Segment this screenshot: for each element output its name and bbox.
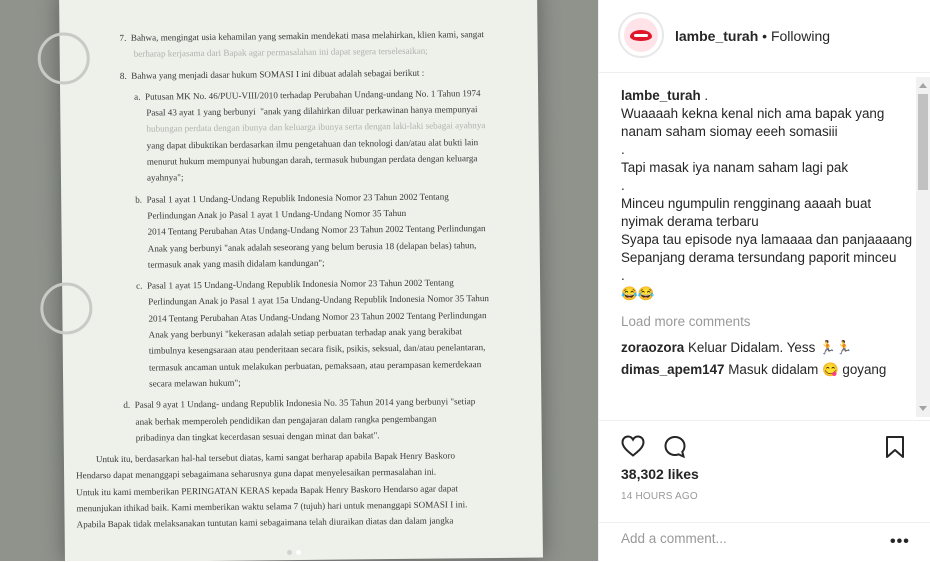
- doc-item-c: c. Pasal 1 ayat 15 Undang-Undang Republik Indonesia Nomor 23 Tahun 2002 Tentang Perlindungan Anak jo Pasal 1 ayat 15a Undang-Undang Republik Indonesia Nomor 35 Tahun 2014 Tentang Perubahan Atas Undang-Undang Nomor 23 Tahun 2002 Tentang Perlindungan Anak yang berbunyi "kekerasan adalah setiap perbuatan terhadap anak yang berakibat timbulnya kesengsaraan atau penderitaan secara fisik, psikis, seksual, dan/atau penelantaran, termasuk ancaman untuk melakukan perbuatan, pemaksaan, atau perampasan kemerdekaan secara melawan hukum";: [136, 277, 489, 389]
- scrollbar-thumb[interactable]: [918, 94, 928, 190]
- caption-line: .: [621, 268, 625, 283]
- bookmark-icon[interactable]: [885, 435, 905, 459]
- comment-text: Masuk didalam 😋 goyang: [728, 362, 887, 377]
- carousel-indicator: [285, 542, 303, 560]
- caption-line: .: [621, 178, 625, 193]
- caption-line: .: [700, 88, 709, 103]
- follow-status-button[interactable]: Following: [770, 28, 831, 44]
- avatar-image: [624, 18, 658, 52]
- comment-item: [621, 361, 913, 379]
- carousel-dot-active[interactable]: [296, 550, 301, 555]
- binder-ring: [37, 32, 90, 85]
- post-sidebar: [598, 0, 930, 561]
- comment-icon[interactable]: [663, 435, 687, 459]
- comment-item: [621, 339, 913, 357]
- heart-icon[interactable]: [621, 435, 645, 457]
- lips-logo-icon: [630, 30, 652, 41]
- post-header: [599, 0, 930, 73]
- caption-line: .: [621, 142, 625, 157]
- post-timestamp[interactable]: 14 HOURS AGO: [621, 491, 698, 502]
- header-username-row: [675, 28, 830, 44]
- doc-item-b: b. Pasal 1 ayat 1 Undang-Undang Republik Indonesia Nomor 23 Tahun 2002 Tentang Perlindungan Anak jo Pasal 1 ayat 1 Undang-Undang Nomor 35 Tahun 2014 Tentang Perubahan Atas Undang-Undang Nomor 23 Tahun 2002 Tentang Perlindungan Anak yang berbunyi "anak adalah seseorang yang belum berusia 18 (delapan belas) tahun, termasuk anak yang masih didalam kandungan";: [135, 191, 486, 270]
- caption-line: Wuaaaah kekna kenal nich ama bapak yang nanam saham siomay eeeh somasiii: [621, 106, 889, 139]
- scroll-up-arrow-icon[interactable]: [919, 83, 927, 88]
- load-more-comments-link[interactable]: Load more comments: [621, 314, 751, 329]
- more-options-icon[interactable]: •••: [890, 533, 910, 550]
- carousel-dot[interactable]: [287, 550, 292, 555]
- doc-item-d: d. Pasal 9 ayat 1 Undang- undang Republik Indonesia No. 35 Tahun 2014 yang berbunyi "setiap anak berhak memperoleh pendidikan dan pengajaran dalam rangka pengembangan pribadinya dan tingkat kecerdasan sesuai dengan minat dan bakat".: [123, 396, 476, 443]
- caption: [621, 87, 913, 105]
- doc-paragraph: Untuk itu, berdasarkan hal-hal tersebut diatas, kami sangat berharap apabila Bapak Henry Baskoro Hendarso dapat menanggapi sebagaimana seharusnya guna dapat menyelesaikan permasalahan ini. Untuk itu kami memberikan PERINGATAN KERAS kepada Bapak Henry Baskoro Hendarso agar dapat menunjukan ithikad baik. Kami memberikan waktu selama 7 (tujuh) hari untuk menanggapi SOMASI I ini. Apabila Bapak tidak melaksanakan tuntutan kami sebagaimana telah diuraikan diatas dan dalam jangka: [76, 450, 468, 530]
- caption-line: Tapi masak iya nanam saham lagi pak: [621, 160, 849, 175]
- doc-item-a: a. Putusan MK No. 46/PUU-VIII/2010 terhadap Perubahan Undang-undang No. 1 Tahun 1974 Pasal 43 ayat 1 yang berbunyi "anak yang dilahirkan diluar perkawinan hanya mempunyai hubungan perdata dengan ibunya dan keluarga ibunya serta dengan laki-laki sebagai ayahnya yang dapat dibuktikan berdasarkan ilmu pengetahuan dan teknologi dan/atau alat bukti lain menurut hukum mempunyai hubungan darah, termasuk hubungan perdata dengan keluarga ayahnya";: [134, 88, 486, 183]
- binder-ring: [40, 282, 93, 335]
- add-comment-input[interactable]: Add a comment...: [621, 531, 727, 546]
- caption-line: Syapa tau episode nya lamaaaa dan panjaaaang: [621, 232, 913, 247]
- separator: •: [758, 28, 771, 44]
- header-username[interactable]: lambe_turah: [675, 28, 759, 44]
- caption-line: Sepanjang derama tersundang paporit minceu: [621, 250, 897, 265]
- comment-text: Keluar Didalam. Yess 🏃🏃: [687, 340, 853, 355]
- somasi-document: [59, 0, 543, 561]
- avatar[interactable]: [618, 12, 664, 58]
- comments-panel[interactable]: [599, 73, 930, 420]
- caption-line: Minceu ngumpulin rengginang aaaah buat nyimak derama terbaru: [621, 196, 875, 229]
- caption-line: 😂😂: [621, 286, 655, 301]
- doc-line: 8. Bahwa yang menjadi dasar hukum SOMASI I ini dibuat adalah sebagai berikut :: [119, 67, 425, 81]
- comment-username[interactable]: dimas_apem147: [621, 362, 725, 377]
- comments-scroll: [621, 87, 913, 383]
- doc-line: 7. Bahwa, mengingat usia kehamilan yang semakin mendekati masa melahirkan, klien kami, sangat berharap kerjasama dari Bapak agar permasalahan ini dapat segera terselesaikan;: [119, 29, 484, 60]
- add-comment-bar: [599, 522, 930, 562]
- caption-username[interactable]: lambe_turah: [621, 88, 701, 103]
- scroll-down-arrow-icon[interactable]: [919, 406, 927, 411]
- document-text: [76, 26, 534, 538]
- comments-scrollbar[interactable]: [916, 77, 930, 417]
- likes-count[interactable]: 38,302 likes: [621, 466, 699, 482]
- comment-username[interactable]: zoraozora: [621, 340, 685, 355]
